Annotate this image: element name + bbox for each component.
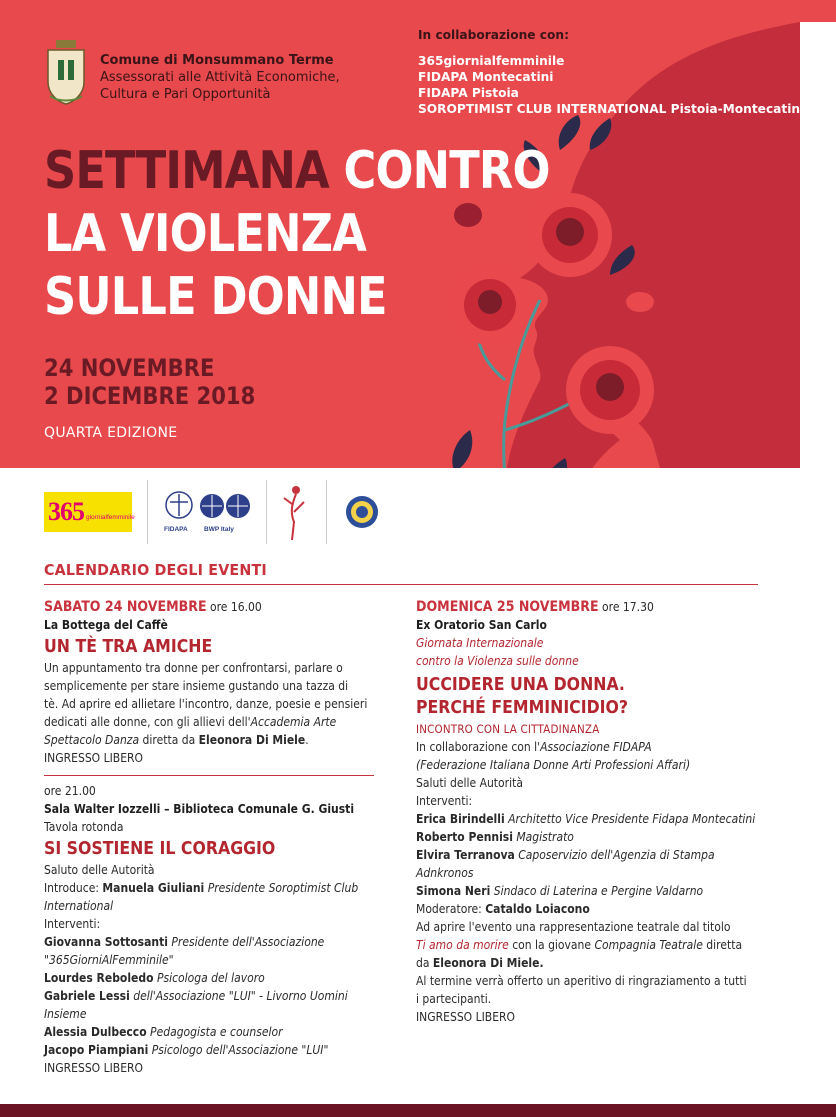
event-desc-end: . [305,733,309,747]
speaker-role: Psicologa del lavoro [153,971,265,985]
title-word-contro: CONTRO [343,141,550,201]
speaker-role: Psicologo dell'Associazione "LUI" [148,1043,329,1057]
speaker-role: Pedagogista e counselor [146,1025,283,1039]
free-entry: INGRESSO LIBERO [44,1061,144,1075]
bottom-bar [0,1104,836,1117]
speaker-name: Gabriele Lessi [44,989,130,1003]
title-line-2: LA VIOLENZA [44,204,366,264]
event-title: SI SOSTIENE IL CORAGGIO [44,839,276,859]
collab-label: In collaborazione con: [418,28,569,42]
academy-name: Accademia Arte [250,715,337,729]
moderator-label: Moderatore: [416,902,486,916]
speaker-name: Lourdes Reboledo [44,971,154,985]
speaker-name: Roberto Pennisi [416,830,513,844]
speaker-name: Manuela Giuliani [102,881,205,895]
event-desc-line: semplicemente per stare insieme gustando una tazza di [44,679,349,693]
event-subtitle: INCONTRO CON LA CITTADINANZA [416,722,600,736]
fidapa-label: FIDAPA [164,526,188,533]
event-desc-line: dedicati alle donne, con gli allievi dell' [44,715,251,729]
speaker-role: Architetto Vice Presidente Fidapa Montecatini [504,812,756,826]
international-day: Giornata Internazionale [416,636,544,650]
event-time: ore 17.30 [598,600,654,614]
date-end: 2 DICEMBRE 2018 [44,382,256,410]
logo-365-text: giornialfemminile [86,514,135,521]
collaboration-block [418,27,804,117]
logo-divider [147,480,148,544]
logo-365-number: 365 [48,497,84,526]
date-start: 24 NOVEMBRE [44,354,215,382]
partner-item: FIDAPA Pistoia [418,86,519,100]
speaker-role: Magistrato [512,830,574,844]
moderator-name: Cataldo Loiacono [485,902,590,916]
speaker-name: Elvira Terranova [416,848,515,862]
soroptimist-logo-icon [344,494,380,530]
theatre-pre: da [416,956,433,970]
event-separator [44,775,374,776]
theatre-line: Ad aprire l'evento una rappresentazione teatrale dal titolo [416,920,731,934]
event-title: UCCIDERE UNA DONNA. [416,675,625,695]
speaker-role: Caposervizio dell'Agenzia di Stampa [514,848,715,862]
comune-name: Comune di Monsummano Terme [100,53,334,68]
event-time: ore 16.00 [206,600,262,614]
partner-item: SOROPTIMIST CLUB INTERNATIONAL Pistoia-Montecatini [418,102,805,116]
speaker-name: Jacopo Piampiani [44,1043,149,1057]
event-type: Tavola rotonda [44,820,124,834]
speaker-name: Erica Birindelli [416,812,505,826]
greeting: Saluti delle Autorità [416,776,523,790]
greeting: Saluto delle Autorità [44,863,155,877]
director-name: Eleonora Di Miele. [432,956,544,970]
partner-item: 365giornialfemminile [418,54,565,68]
theatre-end: diretta [702,938,743,952]
coat-of-arms-icon [44,40,88,106]
speaker-role: Adnkronos [416,866,474,880]
event-desc-line: Un appuntamento tra donne per confrontarsi, parlare o [44,661,343,675]
aperitivo-line: Al termine verrà offerto un aperitivo di ringraziamento a tutti [416,974,747,988]
title-line-3: SULLE DONNE [44,267,387,327]
free-entry: INGRESSO LIBERO [44,751,144,765]
bwp-globe-icon [198,492,254,520]
interventi-label: Interventi: [44,917,101,931]
calendar-title: CALENDARIO DEGLI EVENTI [44,561,267,579]
speaker-role: Presidente dell'Associazione [167,935,325,949]
events-left-column [44,598,374,1077]
events-right-column [416,598,768,1026]
event-desc-line: tè. Ad aprire ed allietare l'incontro, danze, poesie e pensieri [44,697,368,711]
event-place: La Bottega del Caffè [44,618,168,632]
aperitivo-line-2: i partecipanti. [416,992,492,1006]
company-name: Compagnia Teatrale [594,938,703,952]
logo-divider [326,480,327,544]
title-word-settimana: SETTIMANA [44,141,329,201]
event-day: SABATO 24 NOVEMBRE [44,599,207,615]
comune-line-3: Cultura e Pari Opportunità [100,87,271,102]
international-day-2: contro la Violenza sulle donne [416,654,579,668]
main-title [44,140,550,329]
event-dates [44,354,255,410]
speaker-name: Giovanna Sottosanti [44,935,168,949]
speaker-role: "365GiorniAlFemminile" [44,953,174,967]
speaker-name: Alessia Dulbecco [44,1025,147,1039]
edition-label: QUARTA EDIZIONE [44,425,178,441]
event-title-2: PERCHÉ FEMMINICIDIO? [416,698,629,718]
academy-name-2: Spettacolo Danza [44,733,140,747]
speaker-role: International [44,899,114,913]
dancer-logo-icon [280,482,310,542]
collab-full-name: (Federazione Italiana Donne Arti Professioni Affari) [416,758,691,772]
free-entry: INGRESSO LIBERO [416,1010,516,1024]
speaker-name: Simona Neri [416,884,491,898]
theatre-mid: con la giovane [508,938,595,952]
event-place: Sala Walter Iozzelli – Biblioteca Comunale G. Giusti [44,802,355,816]
bwp-label: BWP Italy [204,526,234,533]
fidapa-logo-icon [164,490,194,520]
comune-line-2: Assessorati alle Attività Economiche, [100,70,340,85]
logo-divider [266,480,267,544]
speaker-role: dell'Associazione "LUI" - Livorno Uomini [129,989,348,1003]
event-time: ore 21.00 [44,784,96,798]
director-name: Eleonora Di Miele [198,733,306,747]
calendar-rule [44,584,758,585]
event-desc-mid: diretta da [139,733,199,747]
event-title: UN TÈ TRA AMICHE [44,637,213,657]
logo-365-giorni [44,492,135,532]
comune-block [100,52,340,103]
speaker-role: Presidente Soroptimist Club [204,881,359,895]
play-title: Ti amo da morire [416,938,509,952]
speaker-role: Sindaco di Laterina e Pergine Valdarno [490,884,704,898]
hero-banner [0,0,836,468]
partner-item: FIDAPA Montecatini [418,70,554,84]
event-place: Ex Oratorio San Carlo [416,618,547,632]
introduce-label: Introduce: [44,881,103,895]
partner-logos [44,480,544,544]
interventi-label: Interventi: [416,794,473,808]
event-day: DOMENICA 25 NOVEMBRE [416,599,599,615]
collab-assoc: Associazione FIDAPA [540,740,652,754]
collab-text: In collaborazione con l' [416,740,541,754]
speaker-role: Insieme [44,1007,87,1021]
